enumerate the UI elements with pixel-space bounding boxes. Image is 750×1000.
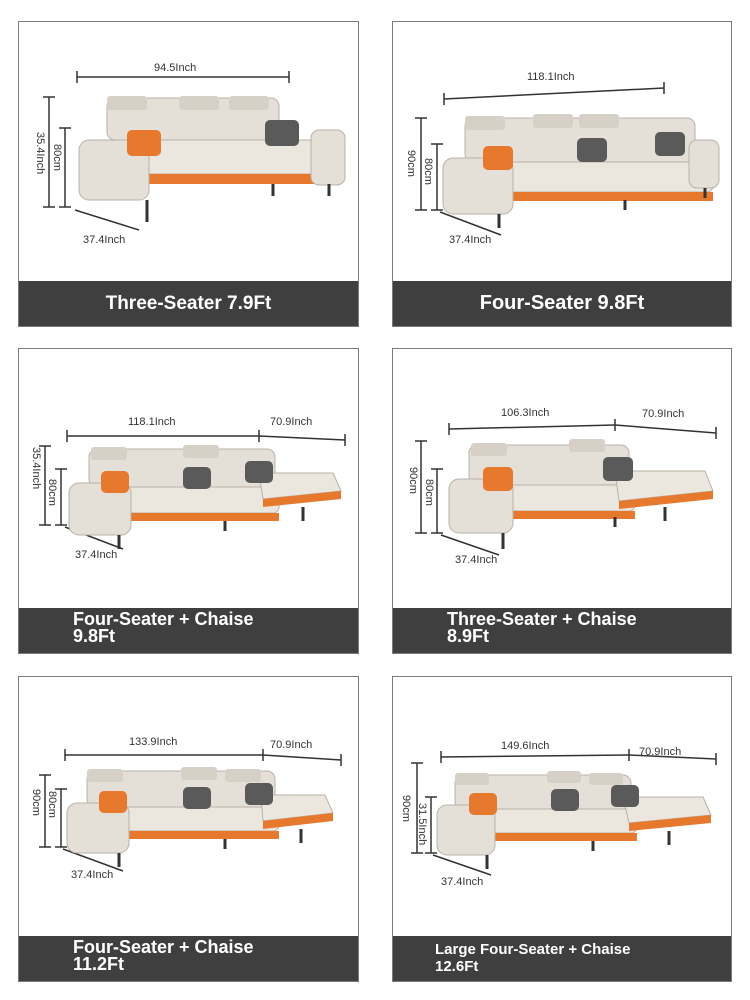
- chaise-dimension-label: 70.9Inch: [639, 746, 682, 758]
- product-caption: [447, 611, 637, 645]
- caption-line-2: 9.8Ft: [73, 626, 116, 646]
- width-dimension-label: 106.3Inch: [501, 407, 550, 419]
- total-height-label: 90cm: [400, 795, 412, 822]
- product-caption: [73, 939, 254, 973]
- product-caption: [73, 611, 254, 645]
- chaise-dimension-label: 70.9Inch: [642, 408, 685, 420]
- product-caption-bar: [393, 281, 731, 326]
- caption-line-1: Four-Seater + Chaise: [73, 609, 254, 629]
- depth-dimension-label: 37.4Inch: [83, 234, 126, 246]
- width-dimension-label: 118.1Inch: [527, 71, 575, 83]
- product-caption: [435, 941, 630, 975]
- total-height-label: 35.4Inch: [30, 447, 42, 490]
- depth-dimension-label: 37.4Inch: [71, 869, 114, 881]
- seat-height-label: 80cm: [422, 158, 434, 185]
- product-caption-bar: [19, 281, 358, 326]
- product-caption-bar: [393, 936, 731, 981]
- caption-line-1: Three-Seater + Chaise: [447, 609, 637, 629]
- width-dimension-label: 133.9Inch: [129, 736, 178, 748]
- product-card-four-seater: [392, 21, 732, 327]
- depth-dimension-label: 37.4Inch: [75, 549, 118, 561]
- width-dimension-label: 118.1Inch: [128, 416, 176, 428]
- product-card-large-four-seater-chaise: [392, 676, 732, 982]
- product-card-three-seater-chaise: [392, 348, 732, 654]
- sofa-shape: [69, 445, 341, 549]
- product-caption-bar: [19, 936, 358, 981]
- width-dimension-label: 94.5Inch: [154, 62, 197, 74]
- sofa-shape: [79, 96, 345, 222]
- sofa-shape: [449, 439, 713, 549]
- seat-height-label: 31.5Inch: [416, 803, 428, 846]
- caption-line-1: Large Four-Seater + Chaise: [435, 941, 631, 958]
- total-height-label: 90cm: [30, 789, 42, 816]
- sofa-shape: [443, 114, 719, 228]
- caption-line-2: 12.6Ft: [435, 958, 479, 975]
- depth-dimension-label: 37.4Inch: [449, 234, 492, 246]
- product-card-three-seater: [18, 21, 359, 327]
- chaise-dimension-label: 70.9Inch: [270, 739, 313, 751]
- caption-line-2: 8.9Ft: [447, 626, 490, 646]
- product-card-four-seater-chaise-large: [18, 676, 359, 982]
- product-caption: Four-Seater 9.8Ft: [479, 292, 645, 314]
- product-caption: Three-Seater 7.9Ft: [105, 292, 272, 314]
- product-caption-bar: [19, 608, 358, 653]
- chaise-dimension-label: 70.9Inch: [270, 416, 313, 428]
- seat-height-label: 80cm: [46, 479, 58, 506]
- sofa-shape: [67, 767, 333, 867]
- caption-line-1: Four-Seater + Chaise: [73, 937, 254, 957]
- sofa-shape: [437, 771, 711, 869]
- seat-height-label: 80cm: [423, 479, 435, 506]
- seat-height-label: 80cm: [51, 144, 63, 171]
- total-height-label: 90cm: [405, 150, 417, 177]
- seat-height-label: 80cm: [46, 791, 58, 818]
- product-caption-bar: [393, 608, 731, 653]
- total-height-label: 35.4Inch: [34, 132, 46, 175]
- total-height-label: 90cm: [407, 467, 419, 494]
- product-card-four-seater-chaise: [18, 348, 359, 654]
- width-dimension-label: 149.6Inch: [501, 740, 550, 752]
- depth-dimension-label: 37.4Inch: [455, 554, 498, 566]
- caption-line-2: 11.2Ft: [73, 954, 125, 974]
- depth-dimension-label: 37.4Inch: [441, 876, 484, 888]
